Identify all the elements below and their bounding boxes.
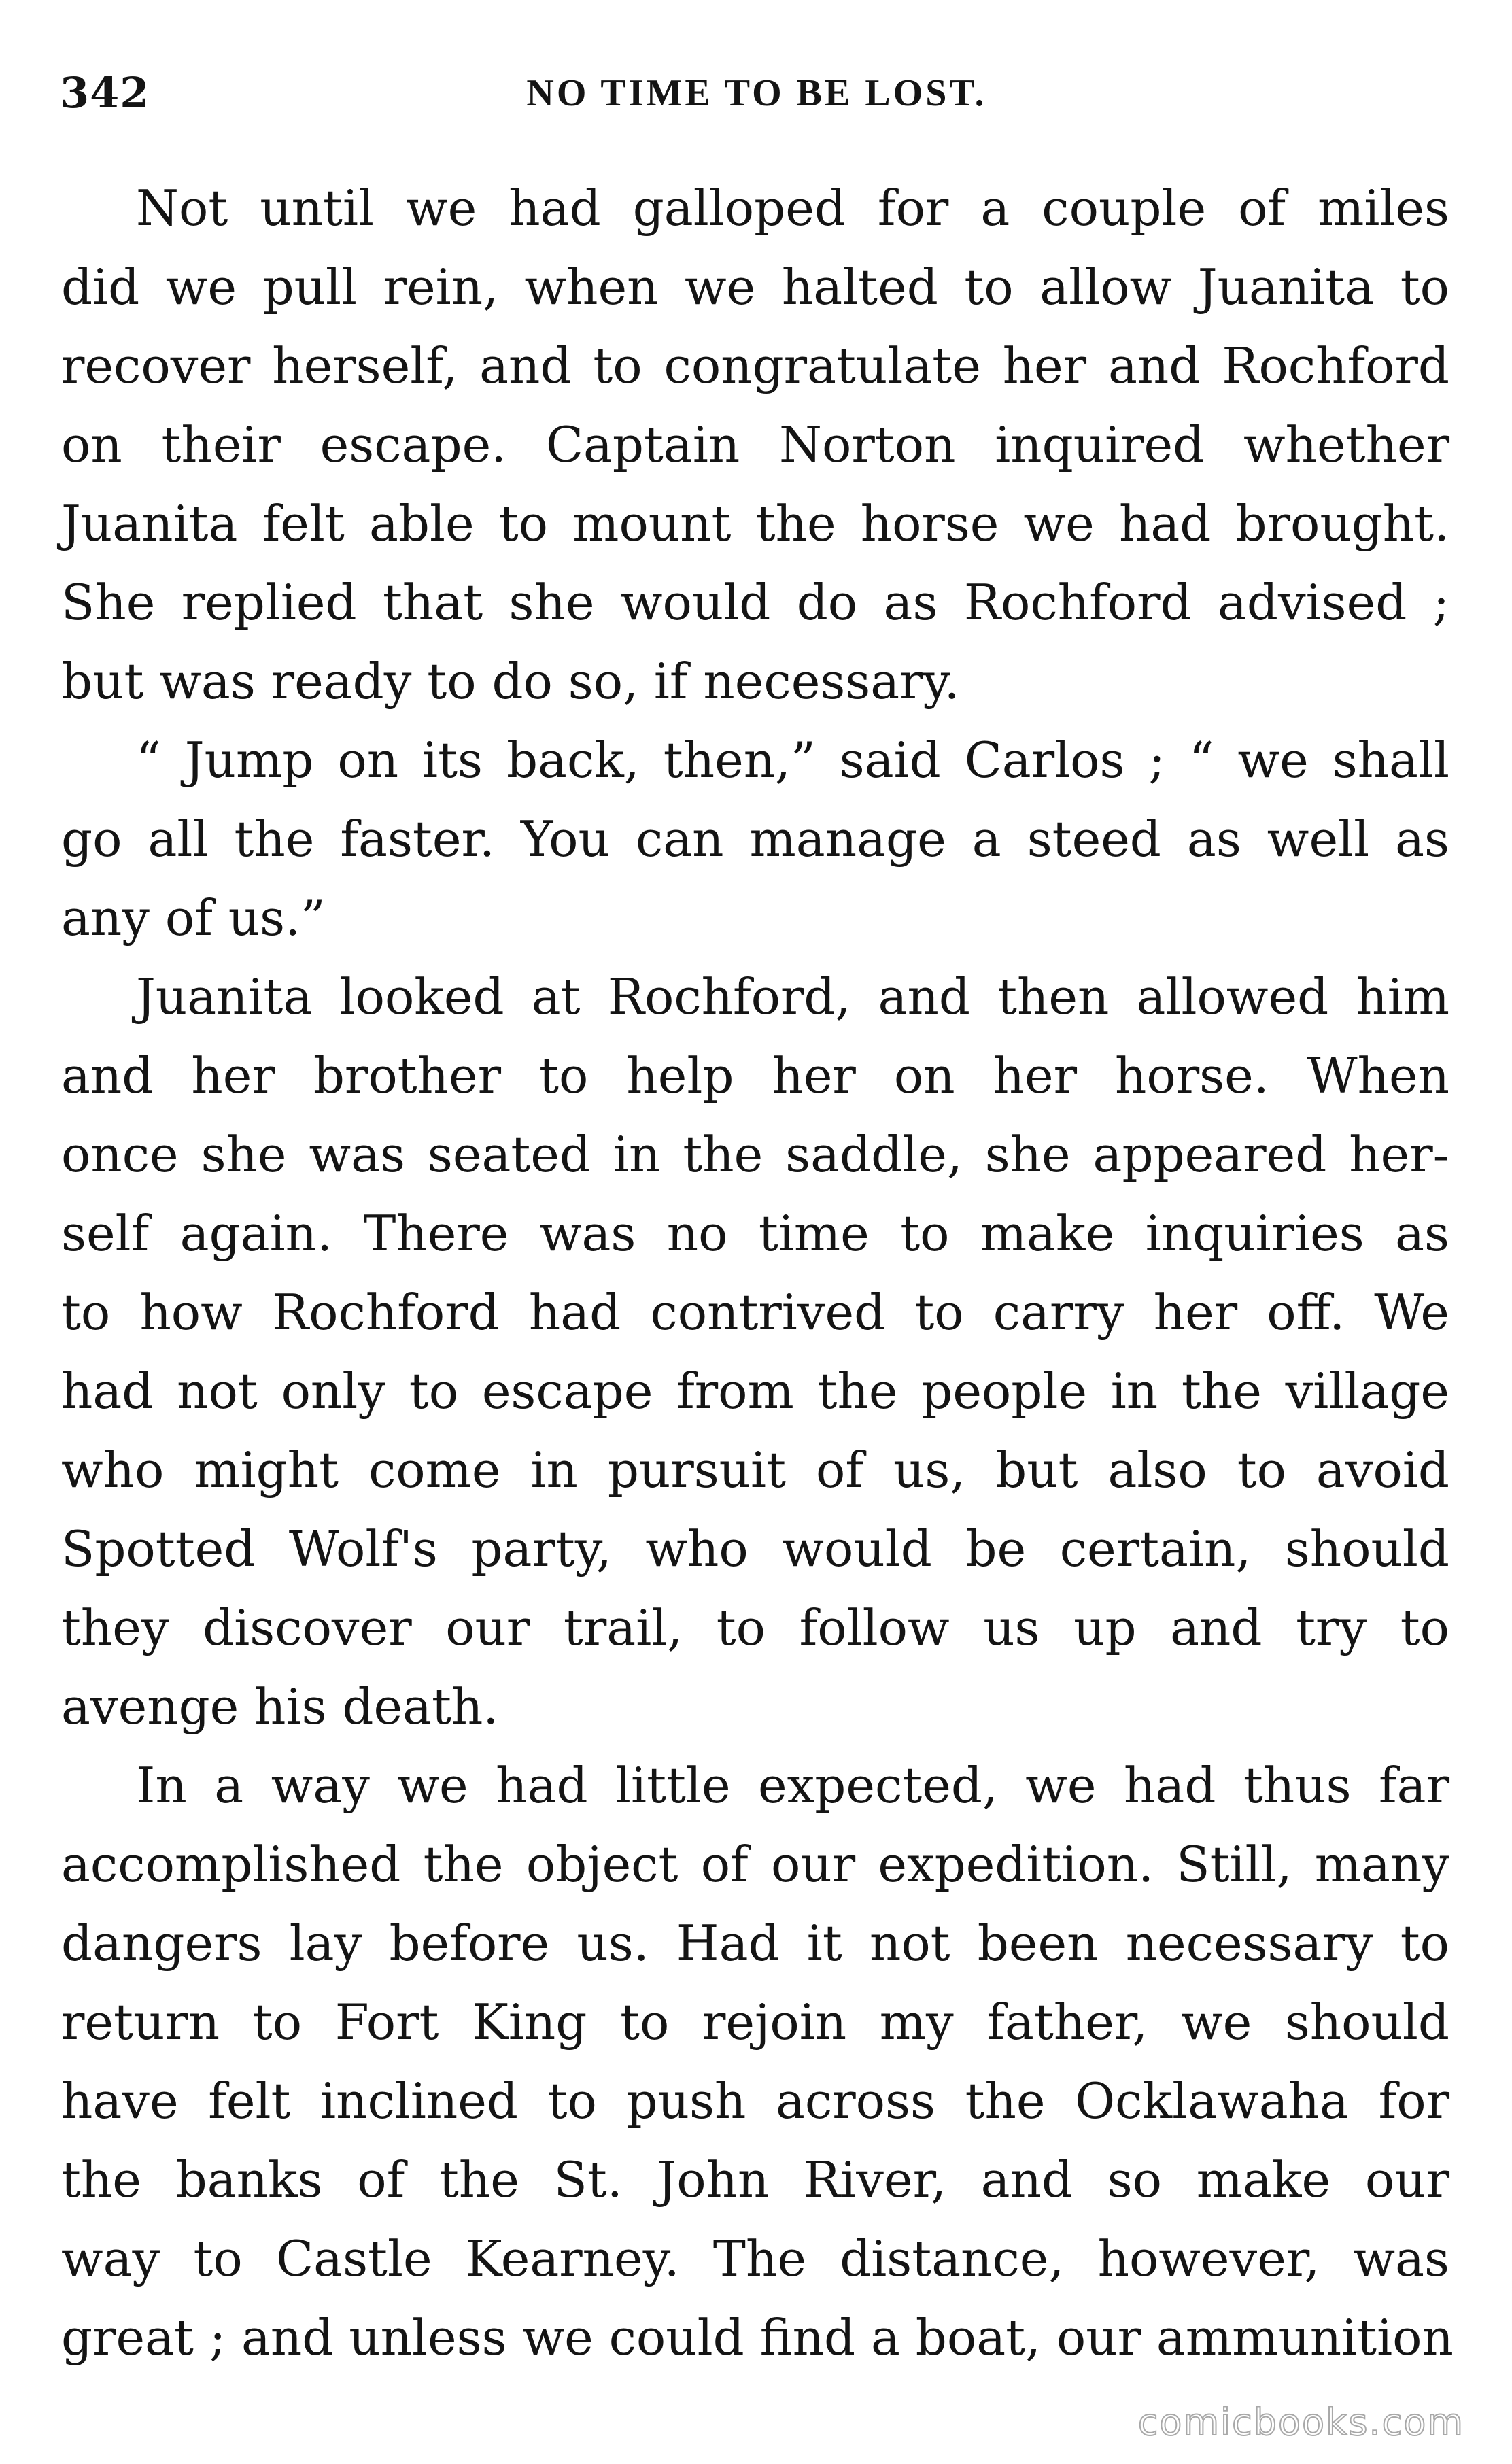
text-line: did we pull rein, when we halted to allow Juanita to [61, 258, 1449, 315]
text-line: avenge his death. [61, 1678, 499, 1735]
text-line: way to Castle Kearney. The distance, however, was [61, 2230, 1449, 2287]
text-line: “ Jump on its back, then,” said Carlos ; “ we shall [136, 732, 1449, 789]
text-line: who might come in pursuit of us, but also to avoid [61, 1441, 1449, 1499]
text-line: recover herself, and to congratulate her and Rochford [61, 337, 1449, 394]
text-line: great ; and unless we could find a boat, our ammunition [61, 2309, 1454, 2366]
text-line: Juanita looked at Rochford, and then allowed him [136, 968, 1449, 1025]
text-line: Not until we had galloped for a couple of miles [136, 179, 1449, 237]
text-line: on their escape. Captain Norton inquired whether [61, 416, 1449, 473]
text-line: had not only to escape from the people in the village [61, 1363, 1449, 1420]
page-number: 342 [60, 68, 150, 118]
text-line: self again. There was no time to make inquiries as [61, 1205, 1449, 1262]
text-line: She replied that she would do as Rochford advised ; [61, 574, 1449, 631]
text-line: In a way we had little expected, we had thus far [136, 1757, 1449, 1814]
running-head: NO TIME TO BE LOST. [526, 72, 987, 114]
text-line: but was ready to do so, if necessary. [61, 653, 960, 710]
text-line: and her brother to help her on her horse. When [61, 1047, 1449, 1104]
text-line: return to Fort King to rejoin my father, we should [61, 1994, 1449, 2051]
text-line: to how Rochford had contrived to carry her off. We [61, 1284, 1449, 1341]
page-header [60, 63, 1454, 124]
text-line: Spotted Wolf's party, who would be certain, should [61, 1520, 1449, 1577]
text-line: once she was seated in the saddle, she appeared her- [61, 1126, 1449, 1183]
text-line: any of us.” [61, 889, 326, 946]
text-line: dangers lay before us. Had it not been necessary to [61, 1915, 1449, 1972]
text-line: the banks of the St. John River, and so make our [61, 2151, 1449, 2208]
body-text [61, 169, 1454, 2377]
text-line: have felt inclined to push across the Ocklawaha for [61, 2072, 1449, 2129]
text-line: they discover our trail, to follow us up and try to [61, 1599, 1449, 1656]
text-line: Juanita felt able to mount the horse we had brought. [61, 495, 1449, 552]
text-line: accomplished the object of our expedition. Still, many [61, 1836, 1449, 1893]
watermark: comicbooks.com [1137, 2401, 1464, 2444]
text-line: go all the faster. You can manage a steed as well as [61, 810, 1449, 868]
